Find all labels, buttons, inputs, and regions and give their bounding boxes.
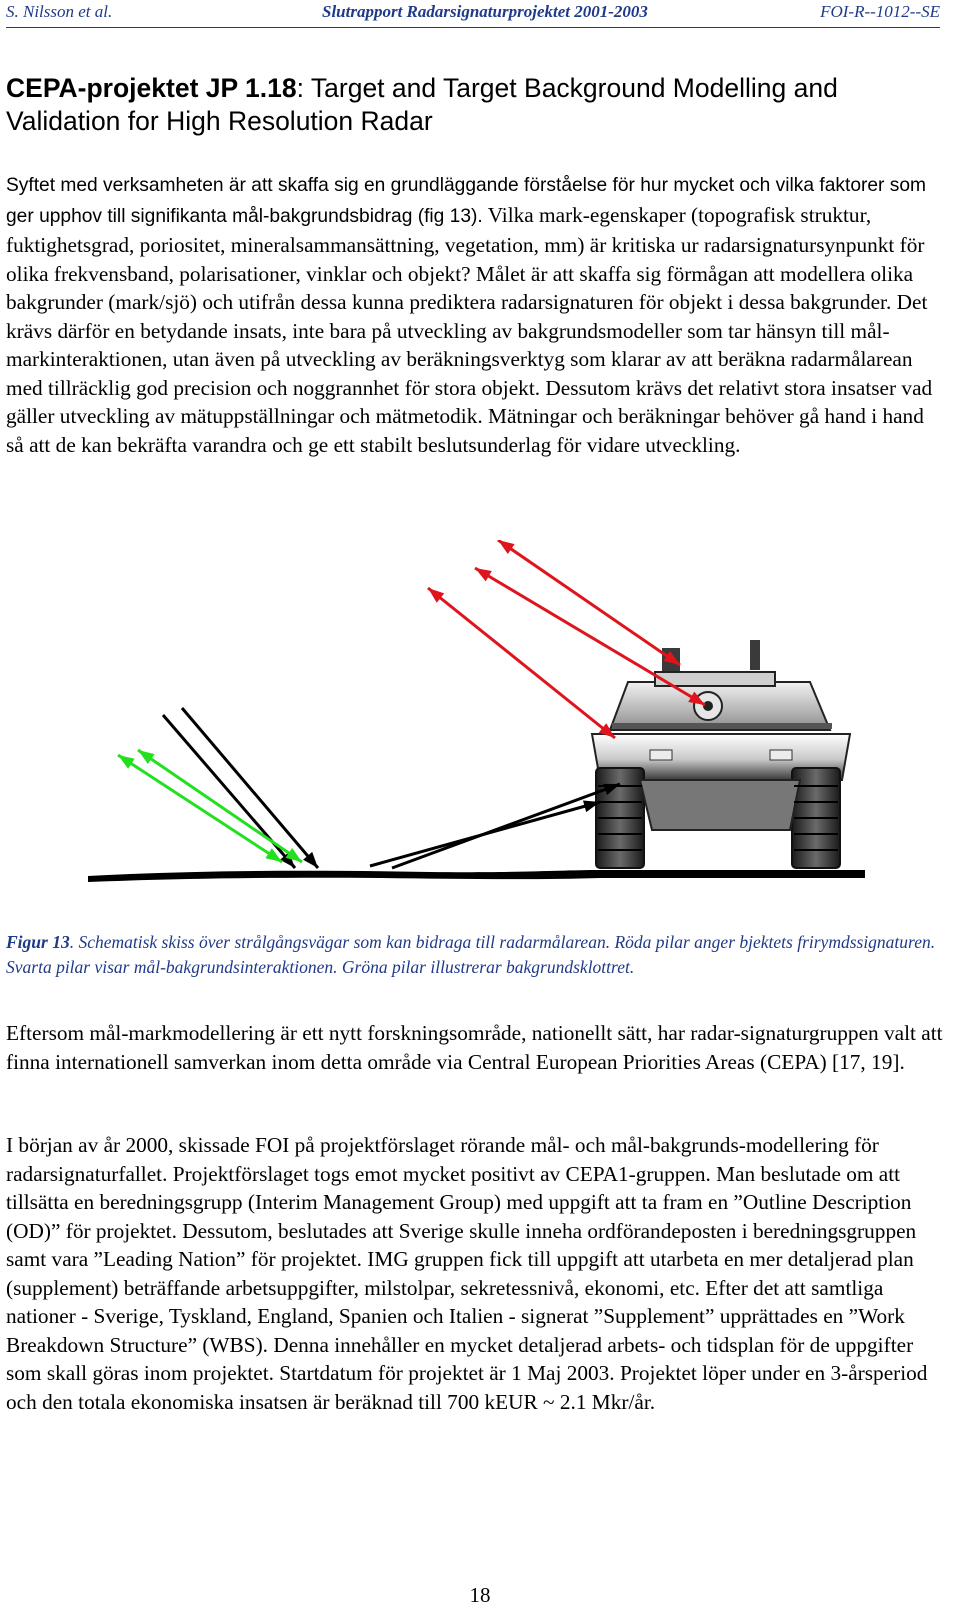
tank-illustration [592,640,850,868]
green-arrow-2 [138,750,302,862]
paragraph-purpose [6,170,946,459]
figure-13 [0,540,960,905]
page-header [6,2,940,24]
heading-title: : Target and Target Background Modelling and Validation for High Resolution Radar [6,73,838,136]
green-arrow-2-head-end [138,750,155,764]
paragraph-purpose-body: Vilka mark-egenskaper (topografisk struktur, fuktighetsgrad, poriositet, mineralsammansättning, vegetation, mm) är kritiska ur radarsignatursynpunkt för olika frekvensband, polarisationer, vinklar och objekt? Målet är att skaffa sig förmågan att modellera olika bakgrunder (mark/sjö) och utifrån dessa kunna prediktera radarsignaturen för objekt i dessa bakgrunder. Det krävs därför en betydande insats, inte bara på utveckling av bakgrundsmodeller som tar hänsyn till mål- markinteraktionen, utan även på utveckling av beräkningsverktyg som klarar av att beräkna radarmålarean med tillräcklig god precision och noggrannhet för stora objekt. Dessutom krävs det relativt stora insatser vad gäller utveckling av mätuppställningar och mätmetodik. Mätningar och beräkningar behöver gå hand i hand så att de kan bekräfta varandra och ge ett stabilt beslutsunderlag för vidare utveckling. [6,202,933,457]
heading-project-id: CEPA-projektet JP 1.18 [6,73,297,103]
page-number: 18 [469,1583,491,1607]
green-arrow-1-head-end [118,755,135,769]
section-heading [6,72,936,138]
caption-text: . Schematisk skiss över strålgångsvägar som kan bidraga till radarmålarean. Röda pilar anger bjektets frirymdssignaturen. Svarta pilar visar mål-bakgrundsinteraktionen. Gröna pilar illustrerar bakgrundsklottret. [6,932,936,977]
caption-label: Figur 13 [6,932,70,952]
red-arrow-1 [498,540,680,665]
paragraph-cepa: Eftersom mål-markmodellering är ett nytt forskningsområde, nationellt sätt, har radar-signaturgruppen valt att finna internationell samverkan inom detta område via Central European Priorities Areas (CEPA) [17, 19]. [6,1021,943,1074]
green-arrow-1 [118,755,282,862]
header-report-title: Slutrapport Radarsignaturprojektet 2001-2003 [322,2,648,21]
red-arrow-1-head-end [498,540,515,554]
black-arrow-4 [392,784,620,868]
radar-path-diagram [0,540,960,905]
red-arrow-3 [428,588,615,738]
header-author: S. Nilsson et al. [6,2,113,21]
header-divider [6,27,940,28]
paragraph-purpose-intro: Syftet med verksamheten är att skaffa sig en grundläggande förståelse för hur mycket och vilka faktorer som ger upphov till signifikanta mål-bakgrundsbidrag (fig 13). [6,175,927,227]
paragraph-history: I början av år 2000, skissade FOI på projektförslaget rörande mål- och mål-bakgrunds-modellering för radarsignaturfallet. Projektförslaget togs emot mycket positivt av CEPA1-gruppen. Man beslutade om att tillsätta en beredningsgrupp (Interim Management Group) med uppgift att ta fram en ”Outline Description (OD)” för projektet. Dessutom, beslutades att Sverige skulle inneha ordförandeposten i beredningsgruppen samt vara ”Leading Nation” för projektet. IMG gruppen fick till uppgift att utarbeta en mer detaljerad plan (supplement) beträffande arbetsuppgifter, milstolpar, sekretessnivå, ekonomi, etc. Efter det att samtliga nationer - Sverige, Tyskland, England, Spanien och Italien - signerat ”Supplement” upprättades en ”Work Breakdown Structure” (WBS). Denna innehåller en mycket detaljerad arbets- och tidsplan för de uppgifter som skall göras inom projektet. Startdatum för projektet är 1 Maj 2003. Projektet löper under en 3-årsperiod och den totala ekonomiska insatsen är beräknad till 700 kEUR ~ 2.1 Mkr/år. [6,1133,928,1414]
red-arrow-2 [475,568,705,705]
black-arrow-2 [182,708,318,868]
ground-line [88,870,865,882]
header-report-number: FOI-R--1012--SE [820,2,940,21]
red-arrow-2-head-end [475,568,492,581]
figure-caption [6,930,946,980]
